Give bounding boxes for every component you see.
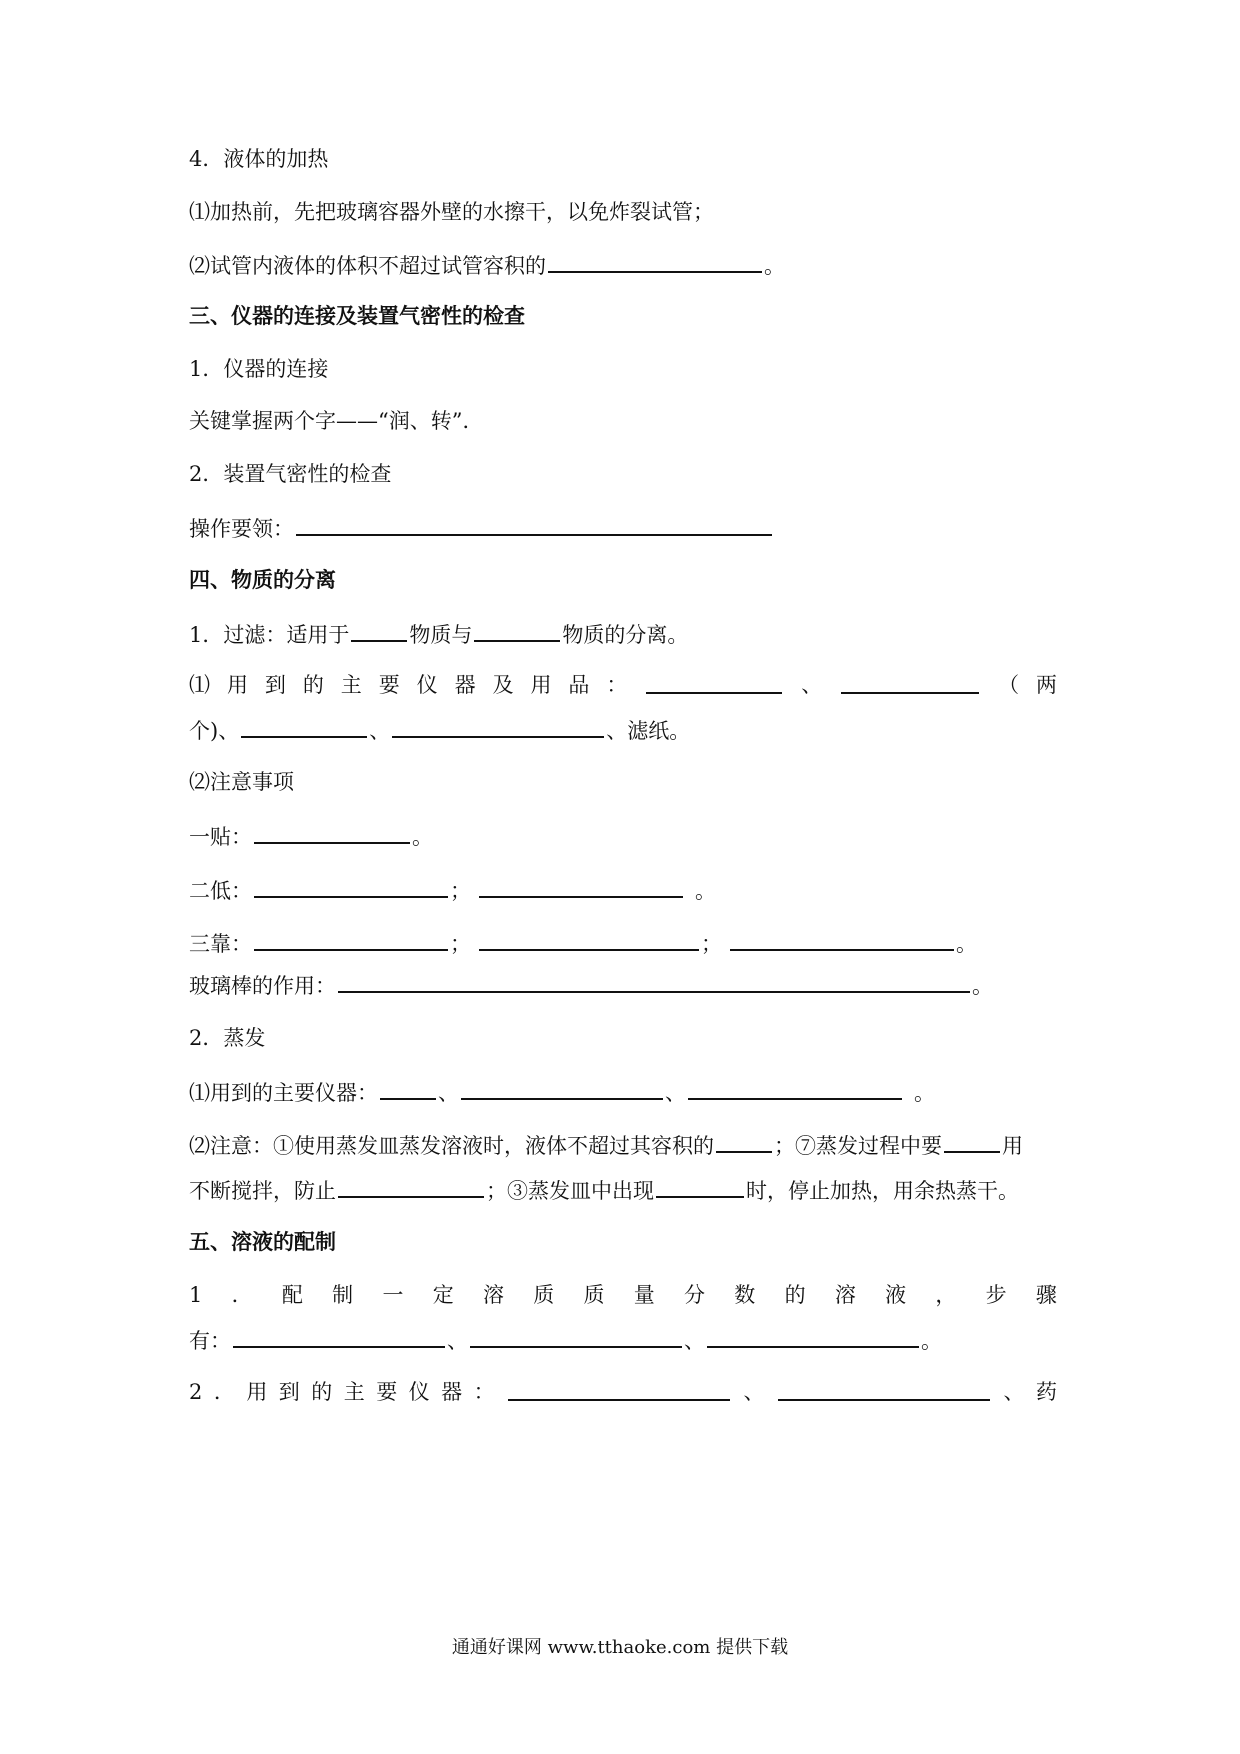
three-lean-label: 三靠： (189, 932, 252, 956)
blank-three-lean-1[interactable] (254, 927, 448, 951)
punct: 、 (369, 719, 391, 743)
char: 药 (1035, 1380, 1057, 1404)
punct: 。 (412, 825, 433, 849)
blank-rod-function[interactable] (338, 969, 970, 993)
section-3-sub-1: 1．仪器的连接 (189, 357, 329, 381)
page-footer: 通通好课网 www.tthaoke.com 提供下载 (451, 1637, 789, 1658)
char: 两 (1036, 673, 1057, 697)
punct: 、 (447, 1329, 468, 1353)
liquid-heating-item-1: ⑴加热前，先把玻璃容器外壁的水擦干，以免炸裂试管； (189, 200, 714, 224)
blank-solution-step-2[interactable] (470, 1324, 682, 1348)
evaporation-instruments-line (189, 1076, 935, 1108)
char: 器 (454, 673, 476, 697)
char: 质 (583, 1283, 605, 1307)
blank-one-stick[interactable] (254, 820, 410, 844)
blank-solution-instrument-1[interactable] (508, 1377, 730, 1401)
punct: 、 (684, 1329, 705, 1353)
char: 用 (246, 1380, 268, 1404)
char: 量 (633, 1283, 655, 1307)
two-low-label: 二低： (189, 879, 252, 903)
char: 的 (302, 673, 324, 697)
liquid-heating-item-2-text: ⑵试管内液体的体积不超过试管容积的 (189, 254, 546, 278)
blank-filter-instrument-2[interactable] (841, 670, 979, 694)
text: ⑵注意：①使用蒸发皿蒸发溶液时，液体不超过其容积的 (189, 1134, 714, 1158)
blank-evap-instrument-2[interactable] (461, 1076, 663, 1100)
evaporation-notes-line-2 (189, 1174, 1019, 1206)
char: 数 (734, 1283, 756, 1307)
section-3-sub-2: 2．装置气密性的检查 (189, 462, 392, 486)
char: 到 (264, 673, 286, 697)
blank-solution-step-3[interactable] (707, 1324, 919, 1348)
char: 液 (885, 1283, 907, 1307)
char: 要 (376, 1380, 398, 1404)
char: ． (231, 1283, 253, 1307)
char: 主 (340, 673, 362, 697)
punct: 、 (801, 673, 823, 697)
punct: 、 (438, 1081, 459, 1105)
three-lean-line (189, 927, 977, 959)
char: 仪 (408, 1380, 430, 1404)
char: 品 (568, 673, 590, 697)
blank-filter-instrument-3[interactable] (241, 714, 367, 738)
char: ． (213, 1380, 235, 1404)
rod-function-line (189, 969, 993, 1001)
char: 的 (784, 1283, 806, 1307)
rod-function-label: 玻璃棒的作用： (189, 974, 336, 998)
blank-two-low-1[interactable] (254, 874, 448, 898)
solution-instruments-line (189, 1377, 1057, 1407)
char: 的 (311, 1380, 333, 1404)
char: ： (606, 673, 628, 697)
punct: 、 (1003, 1380, 1025, 1404)
liquid-heating-item-2 (189, 249, 785, 281)
char: 1 (189, 1283, 203, 1307)
section-4-heading: 四、物质的分离 (189, 567, 336, 592)
blank-solution-step-1[interactable] (233, 1324, 445, 1348)
char: 要 (378, 673, 400, 697)
char: 骤 (1035, 1283, 1057, 1307)
char: 质 (533, 1283, 555, 1307)
solution-steps-line-1 (189, 1280, 1057, 1310)
filtration-line (189, 618, 688, 650)
char: 主 (343, 1380, 365, 1404)
punct: 。 (914, 1081, 935, 1105)
char: 用 (226, 673, 248, 697)
char: ， (935, 1283, 957, 1307)
text: ；③蒸发皿中出现 (486, 1179, 654, 1203)
blank-filter-substance-2[interactable] (474, 618, 560, 642)
text: 时，停止加热，用余热蒸干。 (746, 1179, 1019, 1203)
filtration-instruments-line-1 (189, 670, 1057, 700)
two-low-line (189, 874, 716, 906)
punct: 、 (743, 1380, 765, 1404)
punct: 。 (921, 1329, 942, 1353)
solution-steps-line-2 (189, 1324, 942, 1356)
text: 个)、 (189, 719, 240, 743)
text: 、滤纸。 (606, 719, 691, 743)
char: 步 (985, 1283, 1007, 1307)
blank-evap-prevent[interactable] (338, 1174, 484, 1198)
text: 用 (1002, 1134, 1023, 1158)
blank-evap-tool[interactable] (944, 1129, 1000, 1153)
blank-filter-substance-1[interactable] (351, 618, 407, 642)
blank-evap-volume[interactable] (716, 1129, 772, 1153)
blank-operation-essentials[interactable] (296, 512, 772, 536)
char: 分 (684, 1283, 706, 1307)
char: 仪 (416, 673, 438, 697)
blank-solution-instrument-2[interactable] (778, 1377, 990, 1401)
char: 溶 (834, 1283, 856, 1307)
char: 用 (530, 673, 552, 697)
punct: 。 (956, 932, 977, 956)
blank-evap-instrument-1[interactable] (380, 1076, 436, 1100)
punct: ； (450, 879, 471, 903)
punct: ； (701, 932, 722, 956)
blank-two-low-2[interactable] (479, 874, 683, 898)
section-3-key-text: 关键掌握两个字——“润、转”． (189, 409, 484, 433)
blank-filter-instrument-1[interactable] (646, 670, 782, 694)
char: 一 (382, 1283, 404, 1307)
char: 及 (492, 673, 514, 697)
filtration-instruments-line-2 (189, 714, 690, 746)
section-3-heading: 三、仪器的连接及装置气密性的检查 (189, 303, 525, 328)
char: ⑴ (189, 673, 210, 697)
evaporation-notes-line-1 (189, 1129, 1023, 1161)
blank-filter-instrument-4[interactable] (392, 714, 604, 738)
text: 不断搅拌，防止 (189, 1179, 336, 1203)
one-stick-line (189, 820, 433, 852)
punct: 。 (764, 254, 785, 278)
one-stick-label: 一贴： (189, 825, 252, 849)
char: 器 (441, 1380, 463, 1404)
operation-essentials-label: 操作要领： (189, 517, 294, 541)
char: 2 (189, 1380, 203, 1404)
punct: （ (998, 673, 1020, 697)
char: 配 (281, 1283, 303, 1307)
filtration-text-b: 物质与 (409, 623, 473, 647)
blank-evap-appear[interactable] (656, 1174, 744, 1198)
filtration-text-a: 1．过滤：适用于 (189, 623, 350, 647)
section-5-heading: 五、溶液的配制 (189, 1229, 336, 1254)
text: ⑴用到的主要仪器： (189, 1081, 378, 1105)
blank-evap-instrument-3[interactable] (688, 1076, 902, 1100)
blank-volume-fraction[interactable] (548, 249, 762, 273)
char: ： (473, 1380, 495, 1404)
text: 有： (189, 1329, 231, 1353)
punct: 。 (695, 879, 716, 903)
char: 溶 (482, 1283, 504, 1307)
char: 定 (432, 1283, 454, 1307)
punct: 。 (972, 974, 993, 998)
char: 制 (332, 1283, 354, 1307)
blank-three-lean-3[interactable] (730, 927, 954, 951)
punct: ； (450, 932, 471, 956)
filtration-text-c: 物质的分离。 (562, 623, 689, 647)
notes-heading: ⑵注意事项 (189, 770, 294, 794)
evaporation-title: 2．蒸发 (189, 1026, 266, 1050)
liquid-heating-title: 4．液体的加热 (189, 147, 329, 171)
operation-essentials (189, 512, 774, 544)
char: 到 (278, 1380, 300, 1404)
punct: 、 (665, 1081, 686, 1105)
text: ；⑦蒸发过程中要 (774, 1134, 942, 1158)
blank-three-lean-2[interactable] (479, 927, 699, 951)
